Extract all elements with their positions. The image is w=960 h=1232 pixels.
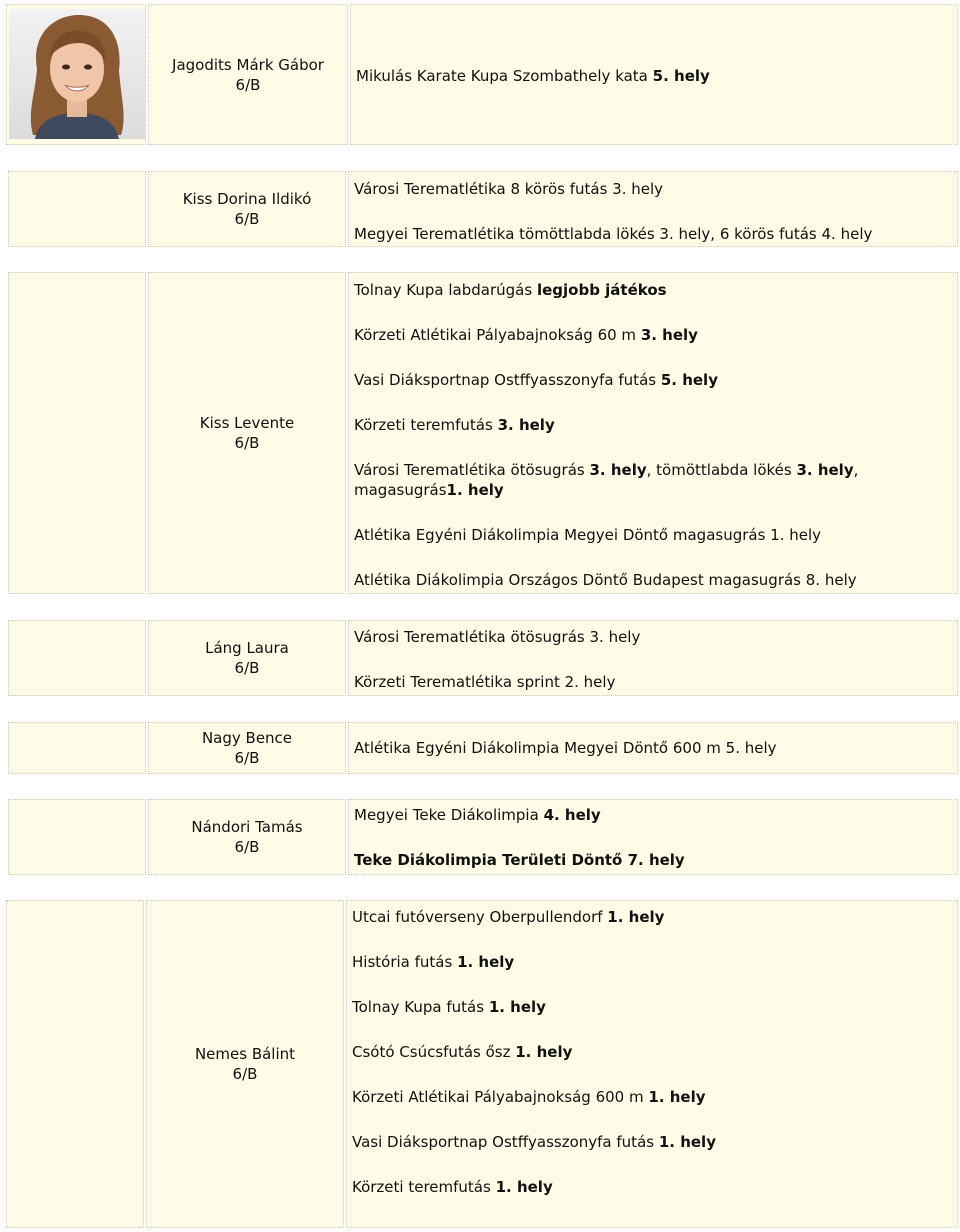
student-name-cell	[148, 4, 348, 145]
achievement-text: Megyei Teke Diákolimpia	[354, 806, 544, 824]
achievement-item	[354, 850, 953, 870]
student-name-cell	[148, 722, 346, 774]
achievements-cell	[348, 272, 958, 594]
achievement-item	[354, 627, 953, 647]
achievement-text: Teke Diákolimpia Területi Döntő 7. hely	[354, 851, 685, 869]
achievement-text: Utcai futóverseny Oberpullendorf	[352, 908, 608, 926]
achievement-text: 1. hely	[648, 1088, 706, 1106]
achievement-item	[352, 952, 953, 972]
achievement-text: Tolnay Kupa futás	[352, 998, 489, 1016]
student-class: 6/B	[234, 838, 260, 856]
achievement-text: Körzeti Terematlétika sprint 2. hely	[354, 673, 616, 691]
photo-cell	[8, 799, 146, 875]
achievement-text: 4. hely	[543, 806, 601, 824]
achievement-text: 1. hely	[457, 953, 515, 971]
achievement-text: 3. hely	[796, 461, 854, 479]
achievement-item	[352, 997, 953, 1017]
achievement-item	[352, 1132, 953, 1152]
achievement-text: Városi Terematlétika 8 körös futás 3. hely	[354, 180, 664, 198]
achievement-text: legjobb játékos	[536, 281, 667, 299]
photo-cell	[6, 4, 146, 145]
achievement-text: Atlétika Egyéni Diákolimpia Megyei Döntő 600 m 5. hely	[354, 739, 777, 757]
achievements-cell	[346, 900, 958, 1228]
achievement-text: , tömöttlabda lökés	[646, 461, 797, 479]
achievement-text: Körzeti Atlétikai Pályabajnokság 600 m	[352, 1088, 649, 1106]
achievement-text: Megyei Terematlétika tömöttlabda lökés 3. hely, 6 körös futás 4. hely	[354, 225, 873, 243]
student-name-cell	[146, 900, 344, 1228]
achievement-text: 3. hely	[640, 326, 698, 344]
achievement-text: 1. hely	[607, 908, 665, 926]
achievement-text: Mikulás Karate Kupa Szombathely kata	[356, 67, 653, 85]
student-name: Nagy Bence	[201, 729, 293, 747]
student-name: Kiss Dorina Ildikó	[182, 190, 312, 208]
achievements-cell	[350, 4, 958, 145]
achievement-item	[354, 525, 953, 545]
photo-cell	[8, 272, 146, 594]
student-name: Jagodits Márk Gábor	[172, 55, 324, 74]
achievement-item	[352, 1042, 953, 1062]
achievements-cell	[348, 171, 958, 247]
student-name-cell	[148, 799, 346, 875]
achievement-text: 1. hely	[495, 1178, 553, 1196]
achievement-text: Atlétika Egyéni Diákolimpia Megyei Döntő magasugrás 1. hely	[354, 526, 822, 544]
achievement-item	[354, 805, 953, 825]
student-name-cell	[148, 620, 346, 696]
achievement-item	[356, 66, 953, 86]
student-name: Nándori Tamás	[191, 818, 303, 836]
achievement-text: 5. hely	[660, 371, 718, 389]
student-name-cell	[148, 272, 346, 594]
achievement-item	[354, 570, 953, 590]
student-portrait-photo-icon	[9, 9, 145, 139]
achievement-text: 1. hely	[446, 481, 504, 499]
student-name-cell	[148, 171, 346, 247]
student-name: Kiss Levente	[199, 414, 295, 432]
achievement-text: 3. hely	[589, 461, 647, 479]
student-name: Nemes Bálint	[194, 1045, 296, 1063]
photo-cell	[8, 171, 146, 247]
student-class: 6/B	[234, 659, 260, 677]
achievements-cell	[348, 799, 958, 875]
achievement-item	[354, 460, 953, 500]
achievement-text: Vasi Diáksportnap Ostffyasszonyfa futás	[352, 1133, 659, 1151]
achievement-text: Vasi Diáksportnap Ostffyasszonyfa futás	[354, 371, 661, 389]
photo-cell	[6, 900, 144, 1228]
student-class: 6/B	[234, 210, 260, 228]
achievement-item	[354, 224, 953, 244]
achievement-text: Városi Terematlétika ötösugrás 3. hely	[354, 628, 641, 646]
student-class: 6/B	[235, 75, 261, 94]
student-class: 6/B	[234, 749, 260, 767]
achievement-item	[352, 1087, 953, 1107]
achievement-text: , magasugrás	[354, 461, 859, 499]
student-class: 6/B	[232, 1065, 258, 1083]
achievement-text: 5. hely	[652, 67, 710, 85]
achievement-text: História futás	[352, 953, 458, 971]
achievement-text: 1. hely	[488, 998, 546, 1016]
achievement-text: 1. hely	[658, 1133, 716, 1151]
achievement-item	[354, 325, 953, 345]
achievement-item	[352, 907, 953, 927]
achievement-text: 3. hely	[497, 416, 555, 434]
achievement-text: Tolnay Kupa labdarúgás	[354, 281, 537, 299]
photo-cell	[8, 722, 146, 774]
achievement-text: Atlétika Diákolimpia Országos Döntő Budapest magasugrás 8. hely	[354, 571, 857, 589]
photo-cell	[8, 620, 146, 696]
achievement-item	[354, 415, 953, 435]
achievement-text: Körzeti Atlétikai Pályabajnokság 60 m	[354, 326, 641, 344]
student-class: 6/B	[234, 434, 260, 452]
achievement-item	[354, 672, 953, 692]
achievement-text: Városi Terematlétika ötösugrás	[354, 461, 590, 479]
achievement-text: Körzeti teremfutás	[354, 416, 498, 434]
achievement-text: Csótó Csúcsfutás ősz	[352, 1043, 516, 1061]
achievements-cell	[348, 620, 958, 696]
achievement-item	[354, 370, 953, 390]
achievement-text: Körzeti teremfutás	[352, 1178, 496, 1196]
achievement-item	[354, 738, 953, 758]
student-name: Láng Laura	[205, 639, 289, 657]
achievement-text: 1. hely	[515, 1043, 573, 1061]
achievement-item	[352, 1177, 953, 1197]
achievement-item	[354, 280, 953, 300]
achievement-item	[354, 179, 953, 199]
achievements-cell	[348, 722, 958, 774]
